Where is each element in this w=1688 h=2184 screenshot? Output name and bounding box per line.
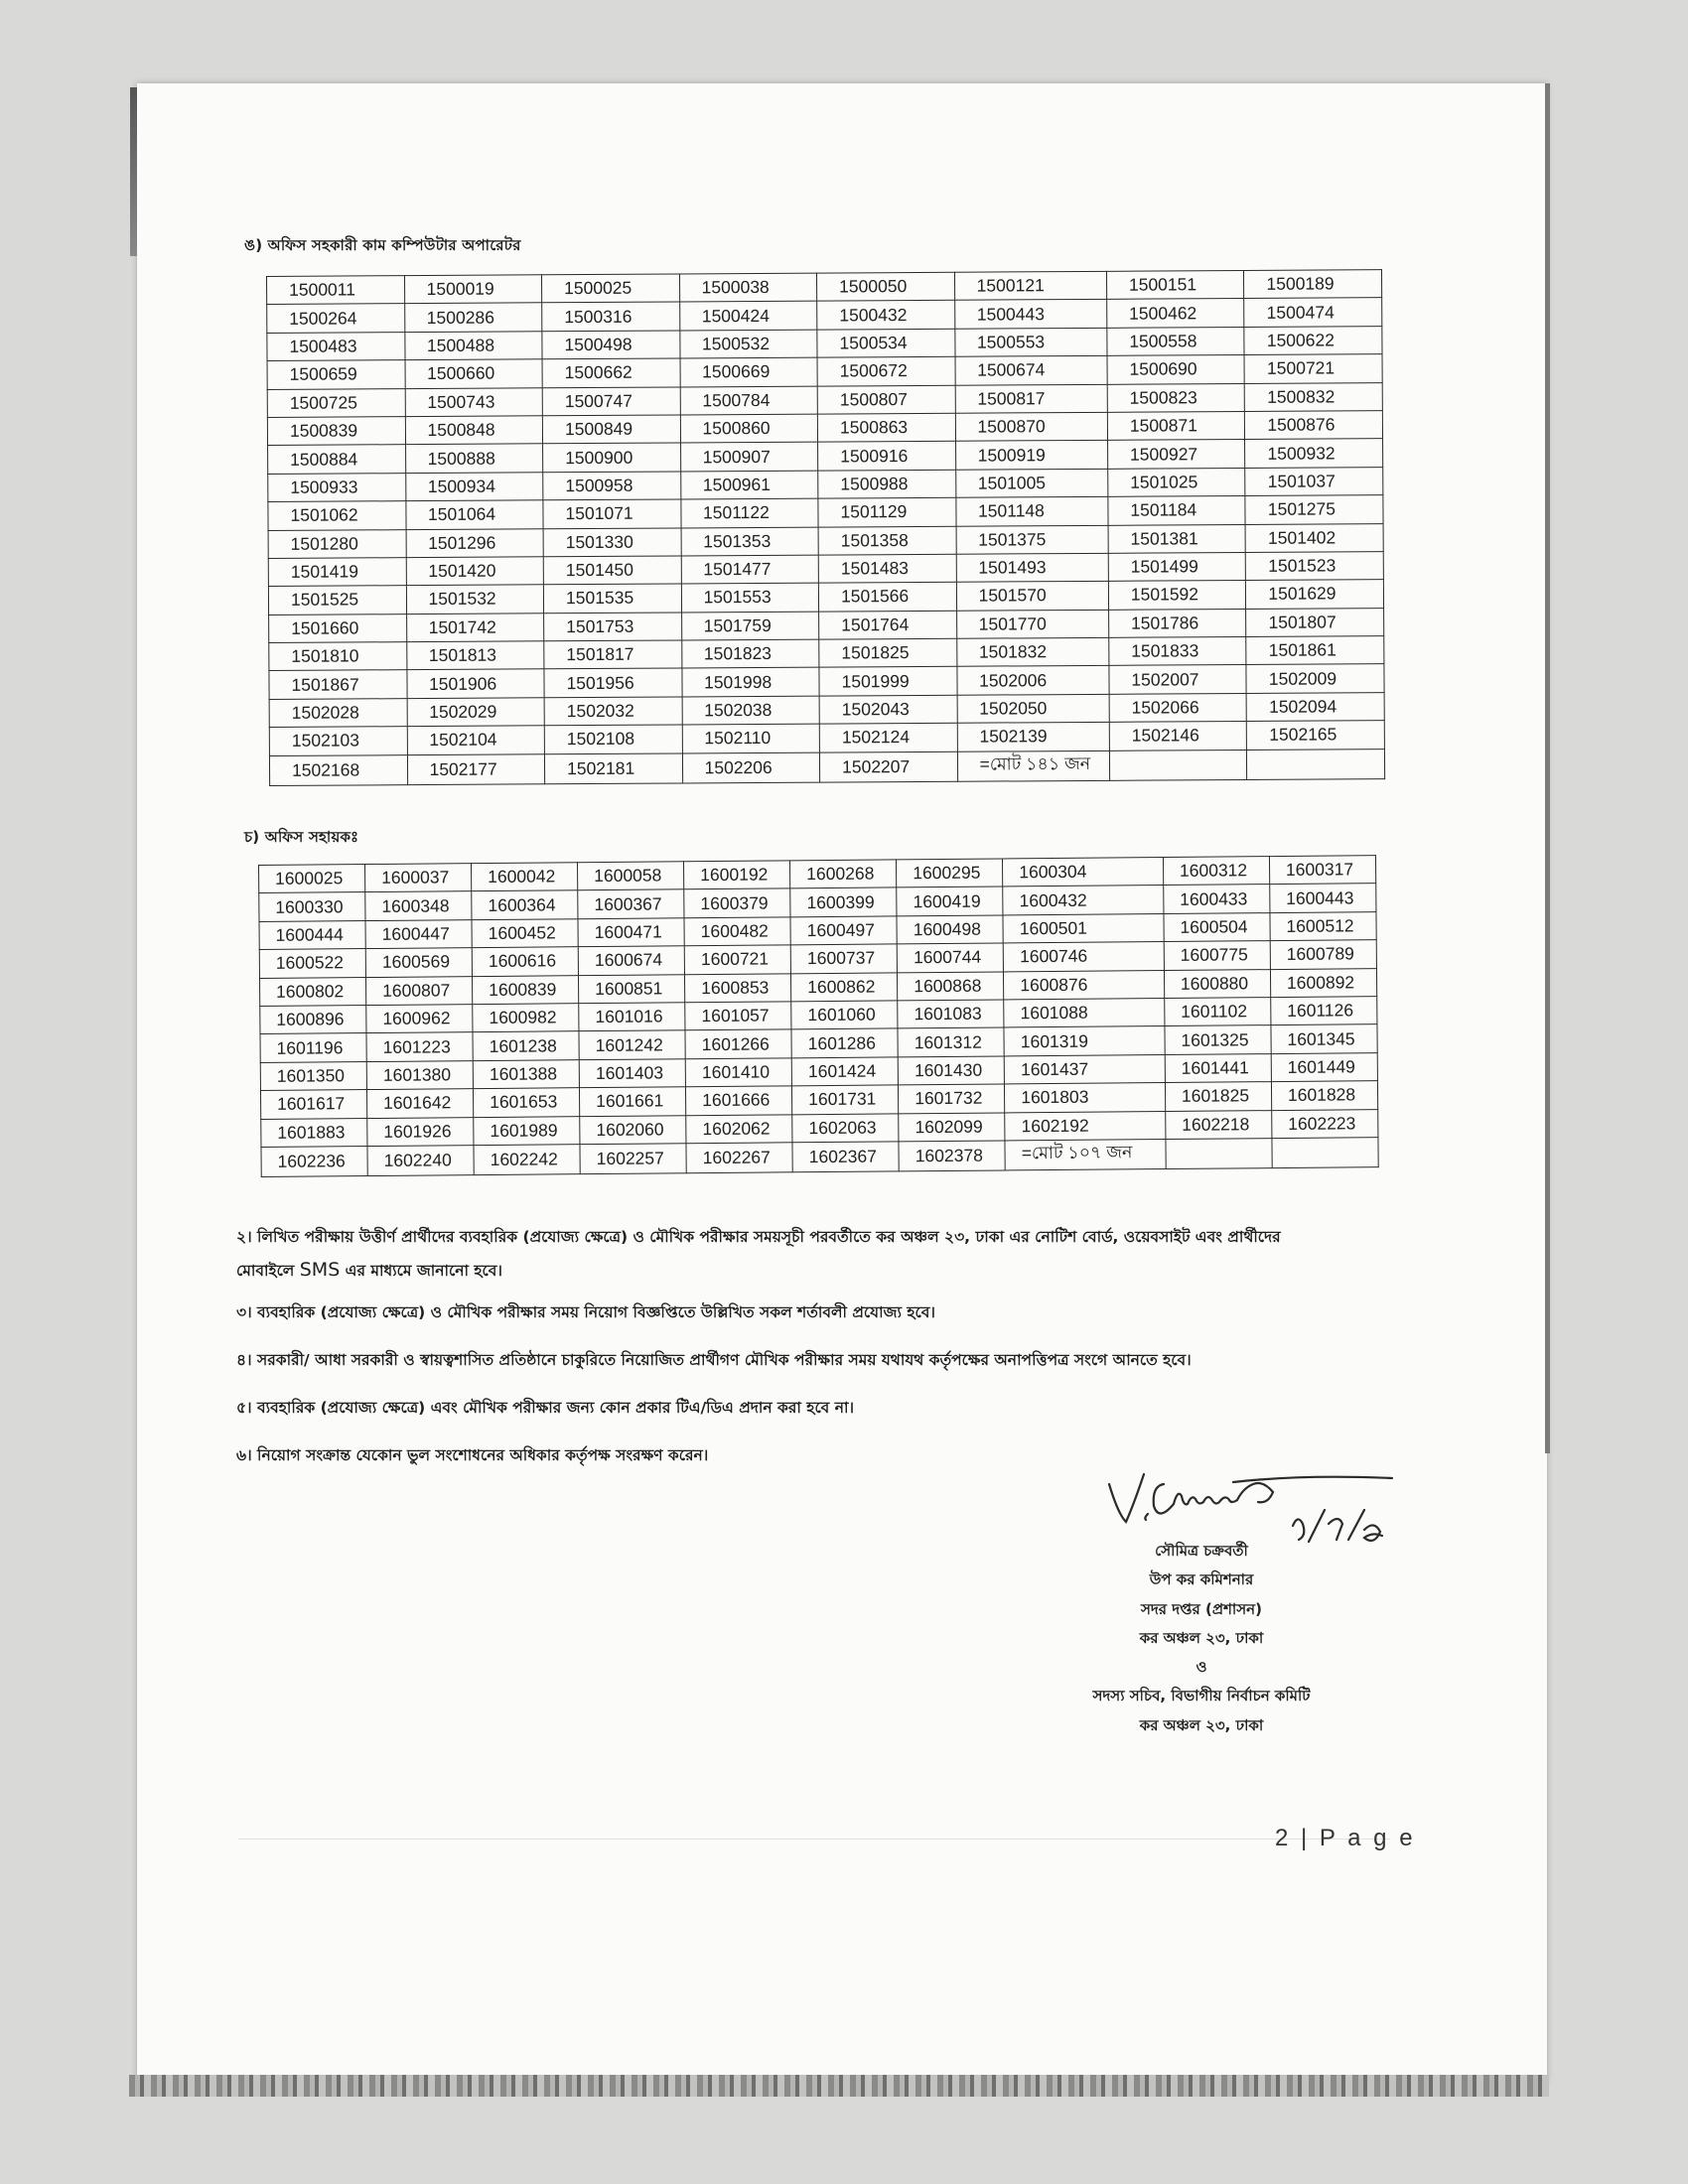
roll-number-cell: 1501148 [955, 496, 1107, 525]
empty-cell [1272, 1138, 1378, 1168]
roll-number-cell: 1602242 [474, 1145, 580, 1175]
roll-number-cell: 1501062 [268, 501, 406, 530]
roll-number-cell: 1500660 [405, 359, 543, 388]
roll-number-cell: 1600775 [1164, 941, 1270, 970]
roll-number-cell: 1501493 [956, 553, 1108, 582]
roll-number-cell: 1501532 [406, 585, 544, 614]
roll-number-cell: 1501483 [818, 554, 956, 583]
roll-number-cell: 1501129 [818, 497, 956, 526]
note-2-line-1: ২। লিখিত পরীক্ষায় উত্তীর্ণ প্রার্থীদের ব্যবহারিক (প্রযোজ্য ক্ষেত্রে) ও মৌখিক পরীক্ষার সময়সূচী পরবর্তীতে কর অঞ্চল ২৩, ঢাকা এর নোটিশ বোর্ড, ওয়েবসাইট এবং প্রার্থীদের [236, 1228, 1281, 1246]
roll-number-cell: 1501005 [955, 469, 1107, 497]
roll-number-cell: 1600419 [897, 887, 1003, 915]
roll-number-cell: 1602240 [367, 1146, 474, 1176]
roll-number-cell: 1501402 [1245, 523, 1383, 552]
total-count-cell: =মোট ১৪১ জন [957, 751, 1109, 781]
roll-number-cell: 1500534 [817, 329, 955, 357]
roll-number-cell: 1602062 [686, 1114, 792, 1143]
roll-number-cell: 1600880 [1164, 969, 1270, 998]
roll-number-cell: 1600452 [472, 918, 578, 947]
roll-number-cell: 1601223 [366, 1032, 473, 1061]
roll-number-cell: 1501499 [1108, 552, 1246, 581]
roll-number-cell: 1600497 [790, 916, 897, 945]
roll-number-cell: 1500488 [404, 332, 542, 360]
roll-number-cell: 1600512 [1270, 911, 1376, 940]
roll-number-cell: 1502103 [269, 727, 407, 755]
roll-number-cell: 1500674 [955, 356, 1107, 385]
roll-number-cell: 1500900 [543, 443, 681, 472]
roll-number-cell: 1601266 [685, 1029, 791, 1058]
roll-number-cell: 1500721 [1244, 354, 1382, 383]
roll-number-cell: 1601989 [474, 1116, 580, 1145]
note-2 [236, 1223, 1281, 1289]
roll-number-cell: 1500784 [680, 386, 818, 415]
roll-number-cell: 1600839 [473, 975, 579, 1004]
roll-number-cell: 1501956 [544, 668, 682, 697]
roll-number-cell: 1501570 [956, 582, 1108, 611]
roll-number-cell: 1500933 [268, 473, 406, 501]
roll-number-cell: 1501810 [269, 642, 407, 671]
roll-number-cell: 1602257 [580, 1144, 686, 1174]
roll-number-cell: 1501999 [819, 667, 957, 696]
roll-number-cell: 1602192 [1005, 1111, 1166, 1141]
roll-number-cell: 1500669 [680, 357, 818, 386]
roll-number-cell: 1600789 [1270, 940, 1376, 969]
roll-number-cell: 1600569 [365, 948, 472, 977]
roll-number-cell: 1501553 [681, 583, 819, 612]
roll-number-cell: 1501184 [1108, 496, 1246, 525]
roll-number-cell: 1600862 [791, 972, 898, 1001]
roll-number-cell: 1502108 [544, 725, 682, 753]
roll-number-cell: 1501296 [406, 528, 544, 557]
signature-block [1053, 1537, 1350, 1740]
roll-number-cell: 1500189 [1244, 270, 1382, 299]
roll-number-cell: 1501753 [544, 613, 682, 641]
empty-cell [1109, 750, 1247, 780]
roll-number-cell: 1501358 [818, 526, 956, 555]
roll-number-cell: 1600876 [1004, 970, 1165, 1000]
roll-number-cell: 1502009 [1246, 664, 1384, 693]
roll-number-cell: 1501525 [268, 586, 406, 614]
roll-number-cell: 1600042 [472, 863, 578, 891]
roll-number-cell: 1502029 [407, 698, 545, 727]
roll-number-cell: 1502177 [407, 753, 545, 784]
roll-number-cell: 1600399 [790, 887, 897, 916]
scan-bottom-edge [129, 2075, 1549, 2097]
roll-number-cell: 1502094 [1246, 692, 1384, 721]
roll-number-cell: 1601060 [791, 1001, 898, 1029]
roll-number-cell: 1502043 [819, 695, 957, 724]
roll-number-cell: 1600744 [897, 943, 1003, 972]
roll-number-cell: 1500907 [680, 442, 818, 471]
roll-number-cell: 1500747 [542, 387, 680, 416]
roll-number-cell: 1502206 [682, 752, 820, 783]
roll-number-cell: 1501786 [1108, 609, 1246, 637]
roll-number-cell: 1500432 [817, 301, 955, 330]
roll-number-cell: 1501535 [543, 584, 681, 613]
roll-number-cell: 1500916 [818, 442, 956, 471]
roll-number-cell: 1501861 [1246, 636, 1384, 665]
roll-number-cell: 1500807 [817, 385, 955, 414]
roll-number-cell: 1500876 [1245, 411, 1383, 440]
roll-number-cell: 1601732 [899, 1084, 1005, 1113]
roll-number-cell: 1502139 [957, 723, 1109, 751]
roll-number-cell: 1601642 [367, 1089, 474, 1118]
roll-number-cell: 1500532 [679, 330, 817, 358]
roll-number-cell: 1500662 [542, 358, 680, 387]
roll-number-cell: 1500823 [1107, 383, 1245, 412]
signatory-zone-2: কর অঞ্চল ২৩, ঢাকা [1139, 1715, 1264, 1734]
roll-number-cell: 1601388 [473, 1059, 579, 1088]
roll-number-cell: 1501813 [406, 641, 544, 670]
roll-number-cell: 1501817 [544, 640, 682, 669]
roll-number-cell: 1500025 [542, 274, 680, 303]
roll-number-cell: 1600807 [366, 976, 473, 1005]
roll-number-cell: 1501330 [543, 527, 681, 556]
roll-number-cell: 1502050 [957, 694, 1109, 723]
note-5: ৫। ব্যবহারিক (প্রযোজ্য ক্ষেত্রে) এবং মৌখিক পরীক্ষার জন্য কোন প্রকার টিএ/ডিএ প্রদান করা হবে না। [236, 1399, 854, 1417]
roll-number-cell: 1502207 [820, 751, 958, 782]
roll-number-cell: 1601410 [685, 1058, 791, 1087]
roll-number-cell: 1601102 [1165, 998, 1271, 1026]
roll-number-cell: 1501906 [406, 669, 544, 698]
roll-number-cell: 1600312 [1163, 857, 1269, 886]
roll-number-cell: 1500884 [268, 445, 406, 474]
roll-number-cell: 1601883 [261, 1118, 367, 1147]
roll-number-cell: 1500424 [679, 302, 817, 331]
roll-number-cell: 1500934 [405, 473, 543, 501]
roll-number-cell: 1600268 [790, 860, 897, 888]
roll-number-cell: 1500462 [1107, 299, 1245, 328]
roll-number-cell: 1501025 [1108, 468, 1246, 496]
roll-number-cell: 1502104 [407, 726, 545, 754]
roll-number-cell: 1600058 [578, 862, 684, 890]
roll-number-cell: 1500839 [267, 417, 405, 446]
roll-number-cell: 1501770 [956, 610, 1108, 638]
roll-number-cell: 1500958 [543, 472, 681, 500]
roll-number-cell: 1600482 [684, 917, 790, 946]
roll-number-cell: 1500848 [405, 416, 543, 445]
roll-number-cell: 1600304 [1003, 858, 1164, 887]
note-2-line-2 [236, 1252, 1281, 1288]
roll-number-cell: 1601430 [898, 1056, 1004, 1085]
roll-number-cell: 1601825 [1165, 1082, 1271, 1111]
roll-number-cell: 1500038 [679, 273, 817, 302]
roll-number-cell: 1601238 [473, 1031, 579, 1060]
roll-number-cell: 1600330 [259, 892, 365, 921]
note-4: ৪। সরকারী/ আধা সরকারী ও স্বায়ত্বশাসিত প্রতিষ্ঠানে চাকুরিতে নিয়োজিত প্রার্থীগণ মৌখিক পরীক্ষার সময় যথাযথ কর্তৃপক্ষের অনাপত্তিপত্র সংগে আনতে হবে। [236, 1351, 1192, 1369]
roll-number-cell: 1600868 [898, 972, 1004, 1001]
section-title-office-assistant-computer-operator: ঙ) অফিস সহকারী কাম কম্পিউটার অপারেটর [244, 236, 521, 254]
roll-number-cell: 1501064 [405, 500, 543, 529]
roll-number-cell: 1501420 [406, 557, 544, 586]
signatory-zone: কর অঞ্চল ২৩, ঢাকা [1139, 1628, 1264, 1647]
roll-number-cell: 1601350 [260, 1061, 366, 1090]
roll-number-cell: 1602236 [261, 1146, 367, 1176]
roll-number-cell: 1601016 [579, 1003, 685, 1031]
roll-number-cell: 1500672 [817, 356, 955, 385]
note-3: ৩। ব্যবহারিক (প্রযোজ্য ক্ষেত্রে) ও মৌখিক পরীক্ষার সময় নিয়োগ বিজ্ঞপ্তিতে উল্লিখিত সকল শর্তাবলী প্রযোজ্য হবে। [236, 1303, 935, 1321]
roll-table-office-helper [258, 855, 1379, 1177]
roll-number-cell: 1600504 [1164, 912, 1270, 941]
footer-rule [238, 1839, 1390, 1840]
roll-number-cell: 1500961 [680, 471, 818, 499]
note-2-text-b: এর মাধ্যমে জানানো হবে। [340, 1262, 502, 1281]
roll-number-cell: 1602218 [1166, 1110, 1272, 1139]
sms-term: SMS [299, 1259, 341, 1282]
table-row [269, 749, 1384, 785]
roll-number-cell: 1500888 [405, 444, 543, 473]
roll-number-cell: 1501037 [1245, 467, 1383, 495]
roll-number-cell: 1601325 [1165, 1025, 1271, 1054]
roll-number-cell: 1501071 [543, 499, 681, 528]
roll-number-cell: 1600501 [1003, 913, 1164, 943]
roll-number-cell: 1500483 [267, 332, 405, 360]
roll-number-cell: 1600892 [1270, 968, 1376, 997]
roll-number-cell: 1601312 [898, 1027, 1004, 1056]
roll-number-cell: 1500474 [1244, 298, 1382, 327]
roll-number-cell: 1501353 [681, 527, 819, 556]
roll-number-cell: 1500927 [1107, 440, 1245, 469]
roll-number-cell: 1501477 [681, 555, 819, 584]
roll-number-cell: 1501998 [681, 668, 819, 697]
roll-number-cell: 1500622 [1244, 326, 1382, 354]
roll-number-cell: 1602063 [792, 1113, 899, 1142]
roll-number-cell: 1601653 [474, 1088, 580, 1117]
roll-number-cell: 1601449 [1271, 1052, 1377, 1081]
roll-number-cell: 1600853 [685, 973, 791, 1002]
roll-number-cell: 1601731 [792, 1085, 899, 1114]
signatory-designation: উপ কর কমিশনার [1149, 1570, 1254, 1589]
roll-number-cell: 1600192 [684, 861, 790, 889]
roll-number-cell: 1500932 [1245, 439, 1383, 468]
roll-number-cell: 1601057 [685, 1002, 791, 1030]
roll-number-cell: 1502028 [269, 699, 407, 728]
roll-number-cell: 1501566 [818, 583, 956, 612]
roll-number-cell: 1501275 [1245, 495, 1383, 524]
roll-number-cell: 1500151 [1106, 270, 1244, 299]
roll-number-cell: 1502032 [544, 697, 682, 726]
roll-number-cell: 1600025 [259, 865, 365, 893]
roll-number-cell: 1601196 [260, 1033, 366, 1062]
roll-number-cell: 1600317 [1269, 856, 1375, 885]
roll-number-cell: 1600962 [366, 1005, 473, 1033]
roll-number-cell: 1501381 [1108, 524, 1246, 553]
roll-number-cell: 1500690 [1107, 355, 1245, 384]
roll-number-cell: 1600616 [472, 947, 578, 976]
roll-number-cell: 1500659 [267, 360, 405, 389]
roll-number-cell: 1601617 [260, 1090, 366, 1119]
roll-number-cell: 1602378 [899, 1141, 1005, 1171]
note-6: ৬। নিয়োগ সংক্রান্ত যেকোন ভুল সংশোধনের অধিকার কর্তৃপক্ষ সংরক্ষণ করেন। [236, 1446, 709, 1464]
roll-number-cell: 1500019 [404, 275, 542, 304]
roll-number-cell: 1600522 [259, 949, 365, 978]
roll-number-cell: 1501375 [956, 525, 1108, 554]
roll-number-cell: 1601345 [1271, 1024, 1377, 1053]
empty-cell [1166, 1139, 1272, 1169]
roll-number-cell: 1502007 [1109, 665, 1247, 694]
roll-number-cell: 1600444 [259, 920, 365, 949]
scan-edge-mark [130, 87, 137, 256]
roll-number-cell: 1501592 [1108, 581, 1246, 610]
roll-number-cell: 1500050 [817, 272, 955, 301]
roll-number-cell: 1601242 [579, 1030, 685, 1059]
scan-edge-mark [1545, 83, 1550, 1453]
roll-number-cell: 1500863 [817, 413, 955, 442]
roll-number-cell: 1501122 [680, 498, 818, 527]
roll-number-cell: 1600447 [365, 919, 472, 948]
roll-number-cell: 1500870 [955, 412, 1107, 441]
roll-number-cell: 1600746 [1003, 942, 1164, 972]
roll-number-cell: 1600367 [578, 889, 684, 918]
roll-number-cell: 1500498 [542, 331, 680, 359]
roll-number-cell: 1601088 [1004, 998, 1165, 1027]
roll-number-cell: 1502110 [682, 724, 820, 752]
roll-number-cell: 1601126 [1271, 997, 1377, 1025]
roll-number-cell: 1501823 [681, 639, 819, 668]
roll-number-cell: 1602060 [580, 1115, 686, 1144]
roll-number-cell: 1501280 [268, 529, 406, 558]
roll-number-cell: 1600432 [1003, 886, 1164, 915]
roll-number-cell: 1601380 [366, 1060, 473, 1089]
roll-number-cell: 1501832 [956, 637, 1108, 666]
roll-number-cell: 1601803 [1005, 1083, 1166, 1113]
total-count-cell: =মোট ১০৭ জন [1005, 1139, 1166, 1169]
roll-number-cell: 1601286 [791, 1028, 898, 1057]
roll-number-cell: 1600471 [578, 918, 684, 947]
roll-number-cell: 1600721 [684, 945, 790, 974]
roll-number-cell: 1500286 [404, 303, 542, 332]
roll-number-cell: 1600896 [260, 1006, 366, 1034]
roll-number-cell: 1600295 [897, 859, 1003, 887]
roll-number-cell: 1500443 [954, 300, 1106, 329]
roll-number-cell: 1602223 [1272, 1109, 1378, 1138]
roll-number-cell: 1600802 [259, 977, 365, 1006]
roll-number-cell: 1500316 [542, 302, 680, 331]
roll-number-cell: 1500919 [955, 441, 1107, 470]
roll-number-cell: 1500011 [267, 276, 405, 305]
roll-number-cell: 1600851 [579, 974, 685, 1003]
roll-number-cell: 1600348 [365, 891, 472, 920]
roll-number-cell: 1502168 [269, 754, 407, 785]
roll-number-cell: 1600674 [578, 946, 684, 975]
roll-number-cell: 1500988 [818, 470, 956, 498]
roll-number-cell: 1501523 [1246, 552, 1384, 581]
roll-number-cell: 1601661 [580, 1087, 686, 1116]
roll-number-cell: 1500743 [405, 387, 543, 416]
roll-table-computer-operator [266, 269, 1385, 785]
roll-number-cell: 1600498 [897, 915, 1003, 944]
roll-number-cell: 1500264 [267, 304, 405, 333]
roll-number-cell: 1501807 [1246, 608, 1384, 636]
roll-number-cell: 1601926 [367, 1117, 474, 1146]
page-number: 2 | P a g e [1275, 1825, 1416, 1851]
roll-number-cell: 1602267 [686, 1143, 792, 1173]
roll-number-cell: 1601666 [686, 1086, 792, 1115]
note-2-text-a: মোবাইলে [236, 1262, 300, 1281]
roll-number-cell: 1502066 [1109, 693, 1247, 722]
roll-number-cell: 1601083 [898, 1000, 1004, 1028]
roll-number-cell: 1600737 [790, 944, 897, 973]
roll-number-cell: 1501867 [269, 670, 407, 699]
roll-number-cell: 1601403 [579, 1058, 685, 1087]
roll-number-cell: 1501742 [406, 613, 544, 641]
roll-number-cell: 1502124 [819, 724, 957, 752]
roll-number-cell: 1500860 [680, 414, 818, 443]
roll-number-cell: 1501825 [819, 638, 957, 667]
roll-number-cell: 1501833 [1109, 637, 1247, 666]
signatory-committee-role: সদস্য সচিব, বিভাগীয় নির্বাচন কমিটি [1092, 1687, 1311, 1706]
roll-number-cell: 1502146 [1109, 722, 1247, 751]
roll-number-cell: 1601441 [1165, 1053, 1271, 1082]
section-title-office-helper: চ) অফিস সহায়কঃ [244, 828, 359, 846]
signatory-conjunction: ও [1196, 1658, 1207, 1676]
roll-number-cell: 1600982 [473, 1004, 579, 1032]
roll-number-cell: 1600443 [1270, 884, 1376, 912]
roll-number-cell: 1501759 [681, 612, 819, 640]
empty-cell [1247, 749, 1385, 779]
roll-number-cell: 1502006 [956, 666, 1108, 695]
roll-number-cell: 1601828 [1271, 1081, 1377, 1110]
roll-number-cell: 1500832 [1245, 382, 1383, 411]
roll-number-cell: 1600379 [684, 888, 790, 917]
roll-number-cell: 1601424 [791, 1057, 898, 1086]
roll-number-cell: 1502165 [1247, 721, 1385, 750]
roll-number-cell: 1501419 [268, 558, 406, 587]
roll-number-cell: 1500553 [954, 328, 1106, 356]
roll-number-cell: 1602099 [899, 1112, 1005, 1141]
roll-number-cell: 1502038 [682, 696, 820, 725]
roll-number-cell: 1500558 [1107, 327, 1245, 355]
roll-number-cell: 1501764 [819, 611, 957, 639]
roll-number-cell: 1601437 [1004, 1054, 1165, 1084]
roll-number-cell: 1501450 [543, 556, 681, 585]
roll-number-cell: 1500817 [955, 384, 1107, 413]
signatory-office: সদর দপ্তর (প্রশাসন) [1141, 1599, 1262, 1618]
roll-number-cell: 1600037 [365, 864, 472, 892]
roll-number-cell: 1602367 [792, 1142, 899, 1172]
roll-number-cell: 1501660 [269, 614, 407, 642]
roll-number-cell: 1500121 [954, 271, 1106, 300]
roll-number-cell: 1600433 [1164, 885, 1270, 913]
roll-number-cell: 1500725 [267, 388, 405, 417]
roll-number-cell: 1502181 [544, 753, 682, 784]
roll-number-cell: 1600364 [472, 890, 578, 919]
signatory-name: সৌমিত্র চক্রবর্তী [1155, 1542, 1248, 1560]
roll-number-cell: 1601319 [1004, 1026, 1165, 1056]
roll-number-cell: 1500871 [1107, 411, 1245, 440]
roll-number-cell: 1500849 [542, 415, 680, 444]
roll-number-cell: 1501629 [1246, 580, 1384, 609]
